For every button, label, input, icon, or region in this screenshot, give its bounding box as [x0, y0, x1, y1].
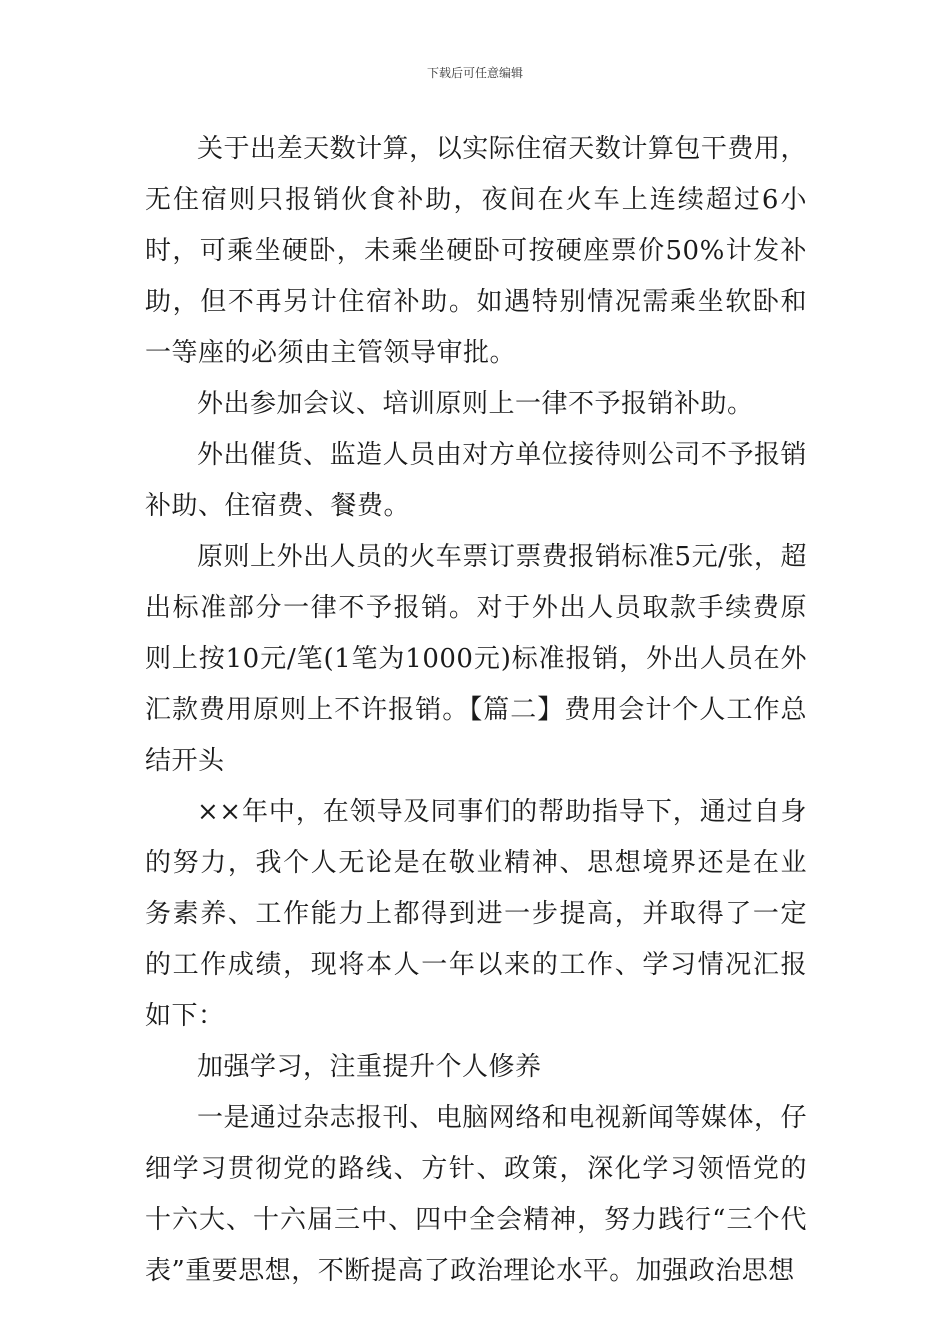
- section-heading-study: 加强学习，注重提升个人修养: [197, 1052, 542, 1082]
- paragraph-travel-days: 关于出差天数计算，以实际住宿天数计算包干费用，无住宿则只报销伙食补助，夜间在火车上连续超过6小时，可乘坐硬卧，未乘坐硬卧可按硬座票价50%计发补助，但不再另计住宿补助。如遇特别情况需乘坐软卧和一等座的必须由主管领导审批。: [145, 134, 807, 368]
- paragraph-meetings-training: 外出参加会议、培训原则上一律不予报销补助。: [197, 389, 754, 419]
- paragraph-study-details: 一是通过杂志报刊、电脑网络和电视新闻等媒体，仔细学习贯彻党的路线、方针、政策，深化学习领悟党的十六大、十六届三中、四中全会精神，努力践行“三个代表”重要思想，不断提高了政治理论水平。加强政治思想: [145, 1103, 807, 1286]
- paragraph-ticket-fees: 原则上外出人员的火车票订票费报销标准5元/张，超出标准部分一律不予报销。对于外出人员取款手续费原则上按10元/笔(1笔为1000元)标准报销，外出人员在外汇款费用原则上不许报销。【篇二】费用会计个人工作总结开头: [145, 542, 807, 776]
- paragraph-expediting-supervision: 外出催货、监造人员由对方单位接待则公司不予报销补助、住宿费、餐费。: [145, 440, 807, 521]
- paragraph-year-summary: ××年中，在领导及同事们的帮助指导下，通过自身的努力，我个人无论是在敬业精神、思想境界还是在业务素养、工作能力上都得到进一步提高，并取得了一定的工作成绩，现将本人一年以来的工作、学习情况汇报如下：: [145, 797, 807, 1031]
- page-header: 下载后可任意编辑: [426, 66, 523, 80]
- document-body: [145, 124, 807, 1297]
